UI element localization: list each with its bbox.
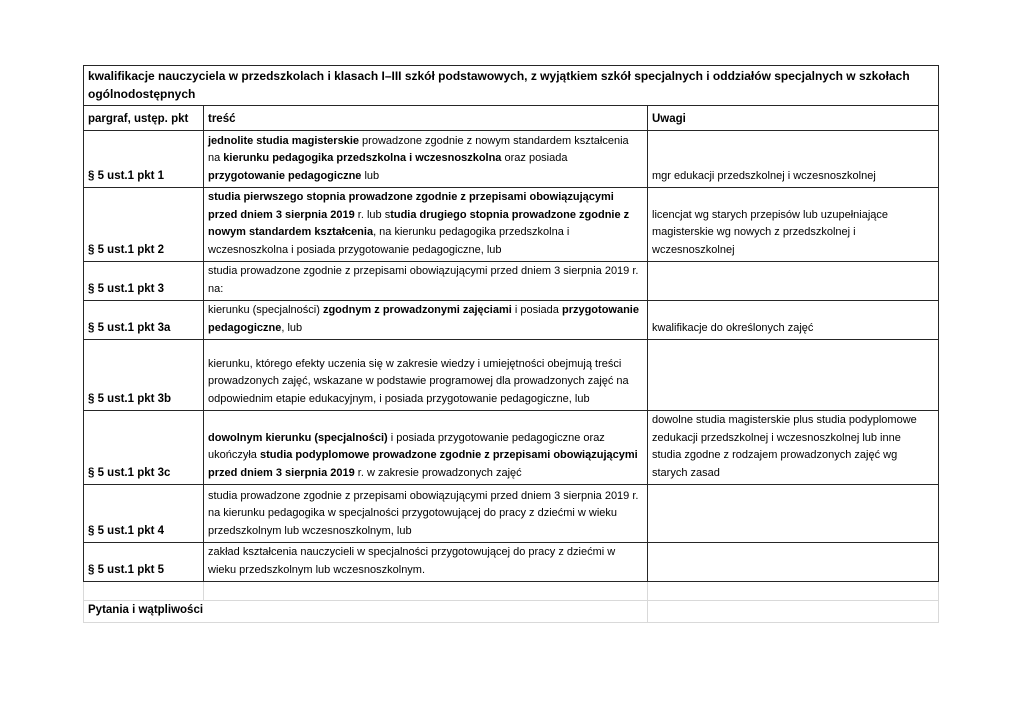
tresc-cell: dowolnym kierunku (specjalności) i posiada przygotowanie pedagogiczne oraz ukończyła studia podyplomowe prowadzone zgodnie z przepisami obowiązującymi przed dniem 3 sierpnia 2019 r. w zakresie prowadzonych zajęć — [204, 411, 648, 485]
paragraph-ref-cell: § 5 ust.1 pkt 2 — [84, 188, 204, 262]
footer-label: Pytania i wątpliwości — [84, 601, 648, 623]
paragraph-ref-cell: § 5 ust.1 pkt 1 — [84, 131, 204, 188]
tresc-cell: jednolite studia magisterskie prowadzone zgodnie z nowym standardem kształcenia na kierunku pedagogika przedszkolna i wczesnoszkolna oraz posiada przygotowanie pedagogiczne lub — [204, 131, 648, 188]
uwagi-cell — [648, 543, 939, 582]
empty-cell — [204, 582, 648, 601]
paragraph-ref-cell: § 5 ust.1 pkt 5 — [84, 543, 204, 582]
table-row — [84, 543, 939, 582]
column-header-row — [84, 106, 939, 131]
paragraph-ref-cell: § 5 ust.1 pkt 3b — [84, 340, 204, 411]
table-row — [84, 340, 939, 411]
tresc-cell: studia prowadzone zgodnie z przepisami obowiązującymi przed dniem 3 sierpnia 2019 r. na: — [204, 262, 648, 301]
table-row — [84, 131, 939, 188]
paragraph-ref-cell: § 5 ust.1 pkt 4 — [84, 485, 204, 543]
table-row — [84, 411, 939, 485]
tresc-cell: studia prowadzone zgodnie z przepisami obowiązującymi przed dniem 3 sierpnia 2019 r. na kierunku pedagogika w specjalności przygotowującej do pracy z dziećmi w wieku przedszkolnym lub wczesnoszkolnym, lub — [204, 485, 648, 543]
table-body — [84, 66, 939, 623]
title-row — [84, 66, 939, 106]
empty-cell — [648, 601, 939, 623]
table-row — [84, 485, 939, 543]
qualifications-table — [83, 65, 939, 623]
tresc-cell: kierunku, którego efekty uczenia się w zakresie wiedzy i umiejętności obejmują treści prowadzonych zajęć, wskazane w podstawie programowej dla prowadzonych zajęć na odpowiednim etapie edukacyjnym, i posiada przygotowanie pedagogiczne, lub — [204, 340, 648, 411]
paragraph-ref-cell: § 5 ust.1 pkt 3a — [84, 301, 204, 340]
uwagi-cell: licencjat wg starych przepisów lub uzupełniające magisterskie wg nowych z przedszkolnej i wczesnoszkolnej — [648, 188, 939, 262]
table-row — [84, 301, 939, 340]
tresc-cell: kierunku (specjalności) zgodnym z prowadzonymi zajęciami i posiada przygotowanie pedagogiczne, lub — [204, 301, 648, 340]
uwagi-cell — [648, 340, 939, 411]
uwagi-cell: mgr edukacji przedszkolnej i wczesnoszkolnej — [648, 131, 939, 188]
footer-row — [84, 601, 939, 623]
tresc-cell: zakład kształcenia nauczycieli w specjalności przygotowującej do pracy z dziećmi w wieku przedszkolnym lub wczesnoszkolnym. — [204, 543, 648, 582]
table-row — [84, 188, 939, 262]
uwagi-cell: kwalifikacje do określonych zajęć — [648, 301, 939, 340]
paragraph-ref-cell: § 5 ust.1 pkt 3 — [84, 262, 204, 301]
paragraph-ref-cell: § 5 ust.1 pkt 3c — [84, 411, 204, 485]
column-header-uwagi: Uwagi — [648, 106, 939, 131]
uwagi-cell: dowolne studia magisterskie plus studia podyplomowe zedukacji przedszkolnej i wczesnoszkolnej lub inne studia zgodne z rodzajem prowadzonych zajęć wg starych zasad — [648, 411, 939, 485]
tresc-cell: studia pierwszego stopnia prowadzone zgodnie z przepisami obowiązującymi przed dniem 3 sierpnia 2019 r. lub studia drugiego stopnia prowadzone zgodnie z nowym standardem kształcenia, na kierunku pedagogika przedszkolna i wczesnoszkolna i posiada przygotowanie pedagogiczne, lub — [204, 188, 648, 262]
uwagi-cell — [648, 485, 939, 543]
table-row — [84, 262, 939, 301]
empty-grid-row — [84, 582, 939, 601]
column-header-paragraph: pargraf, ustęp. pkt — [84, 106, 204, 131]
column-header-tresc: treść — [204, 106, 648, 131]
empty-cell — [648, 582, 939, 601]
empty-cell — [84, 582, 204, 601]
table-title: kwalifikacje nauczyciela w przedszkolach i klasach I–III szkół podstawowych, z wyjątkiem szkół specjalnych i oddziałów specjalnych w szkołach ogólnodostępnych — [84, 66, 939, 106]
uwagi-cell — [648, 262, 939, 301]
